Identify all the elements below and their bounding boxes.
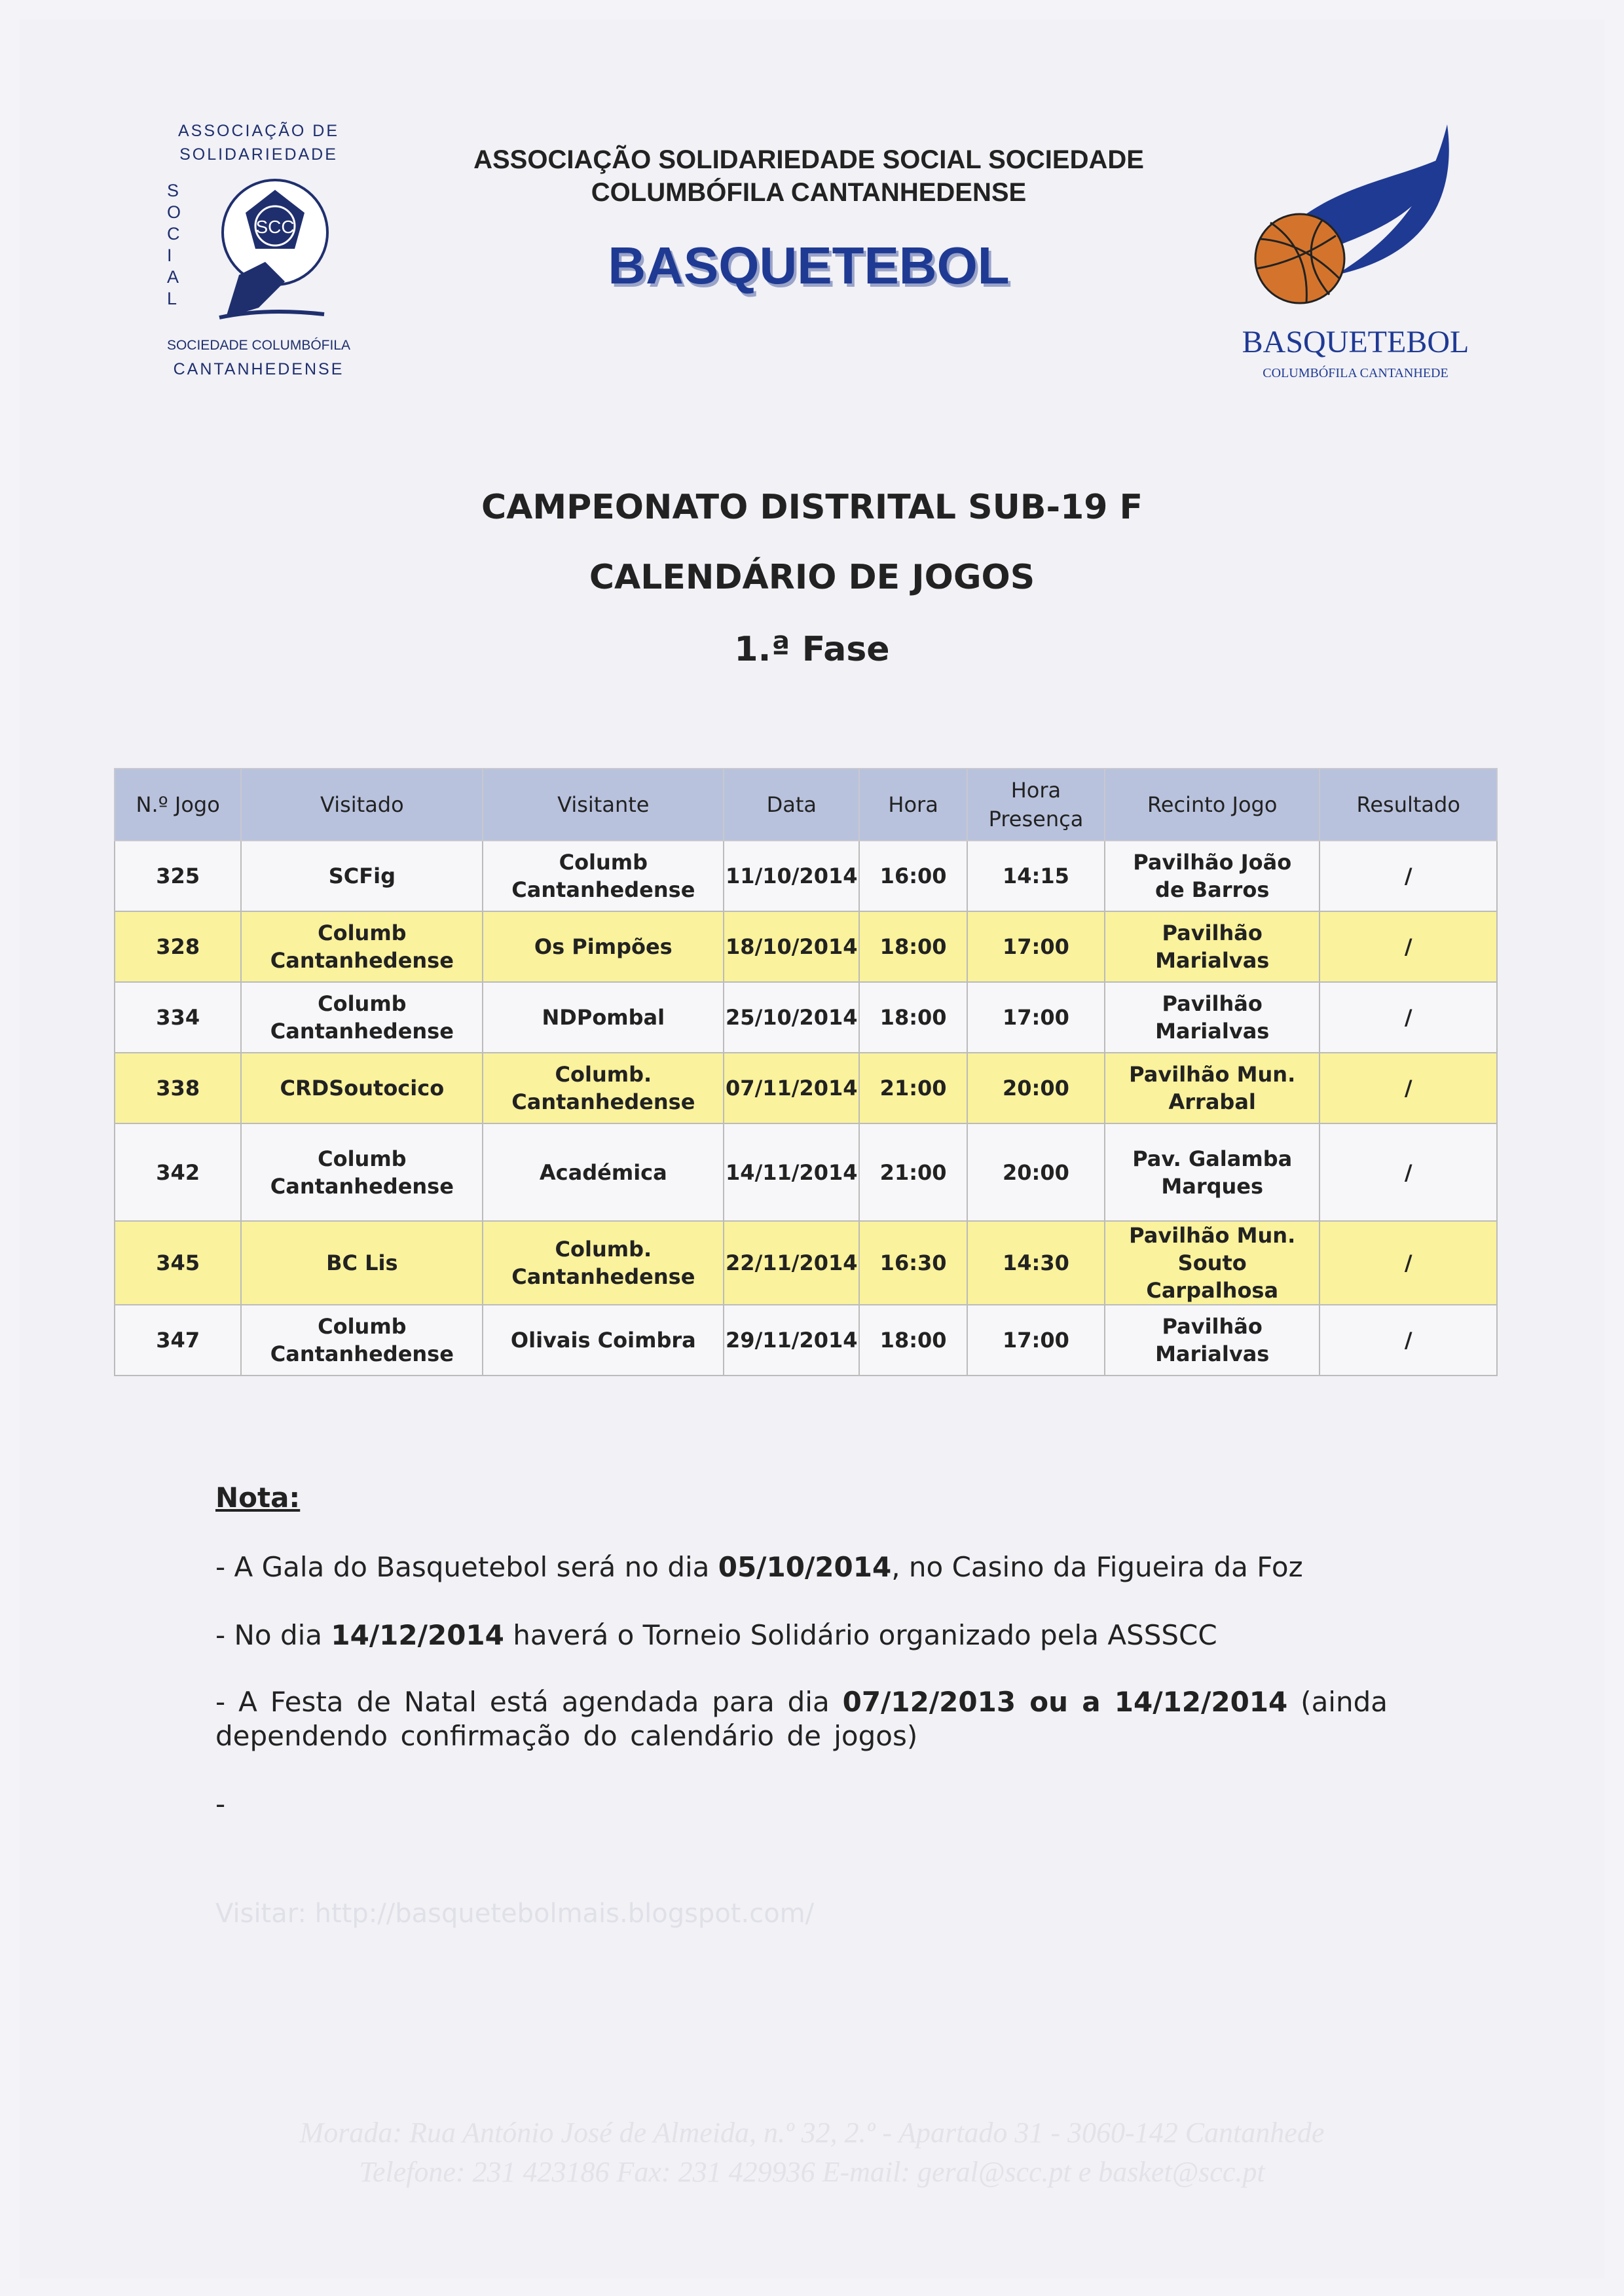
table-cell: Columb Cantanhedense xyxy=(241,1123,483,1221)
table-cell: Pavilhão João de Barros xyxy=(1105,841,1320,911)
note-line-4: - xyxy=(215,1788,226,1820)
table-cell: 328 xyxy=(115,911,241,982)
table-row xyxy=(115,1123,1497,1221)
table-cell: 14/11/2014 xyxy=(724,1123,859,1221)
basquetebol-logo xyxy=(1231,118,1480,393)
calendar-title: CALENDÁRIO DE JOGOS xyxy=(589,558,1035,597)
basketball-icon xyxy=(1231,118,1467,321)
table-cell: Pavilhão Mun. Souto Carpalhosa xyxy=(1105,1221,1320,1305)
footer-contacts: Telefone: 231 423186 Fax: 231 429936 E-mail: geral@scc.pt e basket@scc.pt xyxy=(359,2156,1265,2188)
note-text: (ainda dependendo confirmação do calendário de jogos) xyxy=(215,1686,1388,1752)
main-heading: BASQUETEBOL xyxy=(608,236,1010,295)
table-cell: SCFig xyxy=(241,841,483,911)
table-cell: Os Pimpões xyxy=(483,911,724,982)
table-cell: 17:00 xyxy=(967,1305,1105,1376)
table-cell: Columb Cantanhedense xyxy=(241,982,483,1053)
col-header: Resultado xyxy=(1320,769,1497,841)
logo-text: ASSOCIAÇÃO DE xyxy=(178,122,339,140)
table-cell: 334 xyxy=(115,982,241,1053)
table-cell: / xyxy=(1320,1123,1497,1221)
note-text: , no Casino da Figueira da Foz xyxy=(891,1551,1303,1583)
note-text: - A Gala do Basquetebol será no dia xyxy=(215,1551,718,1583)
logo-text: SOCIEDADE COLUMBÓFILA xyxy=(166,338,351,353)
table-row xyxy=(115,1053,1497,1123)
col-header: Visitante xyxy=(483,769,724,841)
table-cell: 18:00 xyxy=(859,1305,967,1376)
note-text: - No dia xyxy=(215,1619,331,1651)
note-line-2 xyxy=(215,1618,1388,1652)
table-cell: Pavilhão Mun. Arrabal xyxy=(1105,1053,1320,1123)
table-cell: Columb. Cantanhedense xyxy=(483,1221,724,1305)
table-cell: Columb Cantanhedense xyxy=(483,841,724,911)
table-cell: 345 xyxy=(115,1221,241,1305)
badge-text: SCC xyxy=(255,217,295,237)
col-header: Recinto Jogo xyxy=(1105,769,1320,841)
table-cell: CRDSoutocico xyxy=(241,1053,483,1123)
table-cell: / xyxy=(1320,911,1497,982)
table-cell: 16:00 xyxy=(859,841,967,911)
table-cell: 347 xyxy=(115,1305,241,1376)
col-header: Data xyxy=(724,769,859,841)
table-cell: 25/10/2014 xyxy=(724,982,859,1053)
note-title: Nota: xyxy=(215,1482,301,1514)
col-header: Hora Presença xyxy=(967,769,1105,841)
table-cell: 16:30 xyxy=(859,1221,967,1305)
table-cell: 20:00 xyxy=(967,1053,1105,1123)
table-cell: 18:00 xyxy=(859,982,967,1053)
table-cell: / xyxy=(1320,1305,1497,1376)
table-cell: 14:15 xyxy=(967,841,1105,911)
table-cell: Pavilhão Marialvas xyxy=(1105,1305,1320,1376)
note-date: 14/12/2014 xyxy=(331,1619,504,1651)
table-row xyxy=(115,982,1497,1053)
table-cell: Pavilhão Marialvas xyxy=(1105,982,1320,1053)
table-cell: 21:00 xyxy=(859,1123,967,1221)
table-cell: / xyxy=(1320,841,1497,911)
championship-title: CAMPEONATO DISTRITAL SUB-19 F xyxy=(481,488,1143,527)
note-text: - A Festa de Natal está agendada para dia xyxy=(215,1686,843,1718)
table-cell: Columb. Cantanhedense xyxy=(483,1053,724,1123)
table-cell: Académica xyxy=(483,1123,724,1221)
table-cell: NDPombal xyxy=(483,982,724,1053)
table-cell: 17:00 xyxy=(967,982,1105,1053)
table-cell: Olivais Coimbra xyxy=(483,1305,724,1376)
note-line-3 xyxy=(215,1685,1388,1753)
table-cell: 07/11/2014 xyxy=(724,1053,859,1123)
table-cell: Columb Cantanhedense xyxy=(241,911,483,982)
footer-address: Morada: Rua António José de Almeida, n.º 32, 2.º - Apartado 31 - 3060-142 Cantanhede xyxy=(299,2117,1325,2149)
org-name-line1: ASSOCIAÇÃO SOLIDARIEDADE SOCIAL SOCIEDADE xyxy=(473,145,1144,174)
col-header: Hora xyxy=(859,769,967,841)
note-date: 07/12/2013 ou a 14/12/2014 xyxy=(842,1686,1288,1718)
soccer-ball-icon xyxy=(213,177,331,327)
col-header: N.º Jogo xyxy=(115,769,241,841)
table-cell: / xyxy=(1320,1053,1497,1123)
table-cell: 342 xyxy=(115,1123,241,1221)
table-cell: 325 xyxy=(115,841,241,911)
note-date: 05/10/2014 xyxy=(718,1551,892,1583)
table-row xyxy=(115,911,1497,982)
table-cell: 18/10/2014 xyxy=(724,911,859,982)
table-cell: BC Lis xyxy=(241,1221,483,1305)
blog-link[interactable]: Visitar: http://basquetebolmais.blogspot.com/ xyxy=(215,1899,815,1929)
table-cell: Pavilhão Marialvas xyxy=(1105,911,1320,982)
games-table xyxy=(114,768,1498,1376)
scc-logo xyxy=(160,121,357,383)
phase-title: 1.ª Fase xyxy=(734,630,890,669)
logo-name: BASQUETEBOL xyxy=(1242,325,1469,359)
logo-text: CANTANHEDENSE xyxy=(173,360,344,378)
table-cell: / xyxy=(1320,982,1497,1053)
table-cell: 20:00 xyxy=(967,1123,1105,1221)
table-header xyxy=(115,769,1497,841)
note-line-1 xyxy=(215,1550,1388,1584)
table-row xyxy=(115,841,1497,911)
org-name-line2: COLUMBÓFILA CANTANHEDENSE xyxy=(591,178,1027,207)
table-cell: 22/11/2014 xyxy=(724,1221,859,1305)
col-header: Visitado xyxy=(241,769,483,841)
table-cell: 29/11/2014 xyxy=(724,1305,859,1376)
table-cell: / xyxy=(1320,1221,1497,1305)
logo-text: SOLIDARIEDADE xyxy=(179,145,338,164)
table-row xyxy=(115,1305,1497,1376)
table-row xyxy=(115,1221,1497,1305)
table-cell: Pav. Galamba Marques xyxy=(1105,1123,1320,1221)
table-cell: 17:00 xyxy=(967,911,1105,982)
table-cell: 11/10/2014 xyxy=(724,841,859,911)
table-cell: 14:30 xyxy=(967,1221,1105,1305)
logo-subtitle: COLUMBÓFILA CANTANHEDE xyxy=(1263,366,1449,380)
table-cell: Columb Cantanhedense xyxy=(241,1305,483,1376)
table-cell: 18:00 xyxy=(859,911,967,982)
logo-side-text: SOCIAL xyxy=(167,181,181,308)
note-text: haverá o Torneio Solidário organizado pela ASSSCC xyxy=(504,1619,1217,1651)
table-cell: 21:00 xyxy=(859,1053,967,1123)
table-cell: 338 xyxy=(115,1053,241,1123)
